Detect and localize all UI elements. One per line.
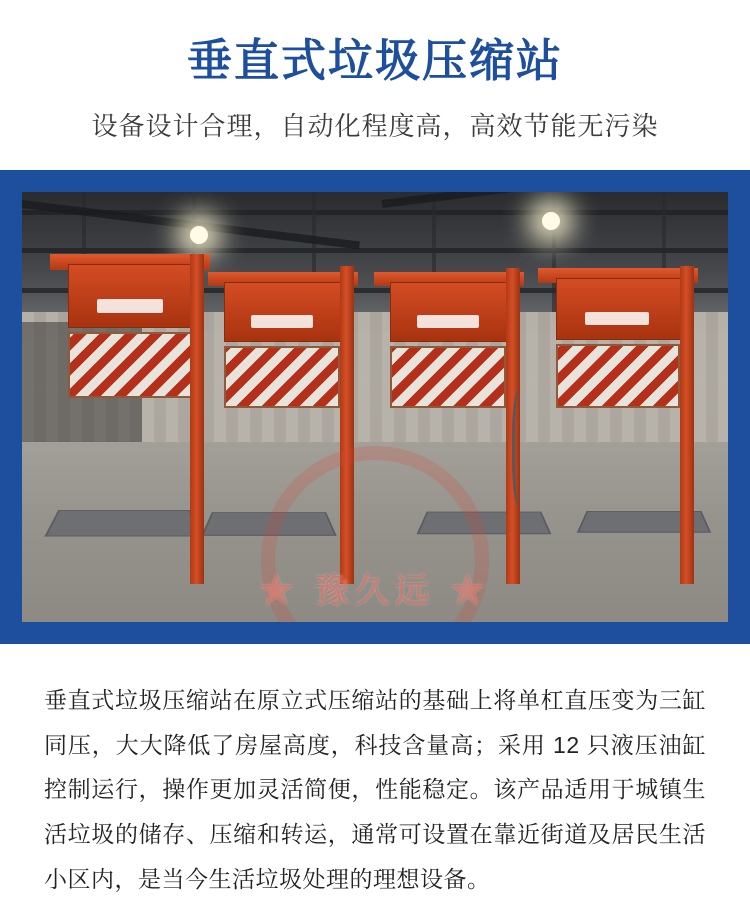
page-subtitle: 设备设计合理，自动化程度高，高效节能无污染 (91, 111, 659, 141)
hazard-panel (556, 344, 680, 408)
ceiling-lamp-icon (190, 226, 208, 244)
product-photo (22, 192, 728, 622)
hazard-panel (68, 332, 192, 398)
compression-head (556, 278, 682, 340)
gantry-column (190, 254, 204, 584)
hazard-panel (390, 346, 506, 408)
photo-watermark: ★ 豫久远 ★ (259, 571, 491, 610)
compression-unit (50, 254, 210, 584)
description-paragraph: 垂直式垃圾压缩站在原立式压缩站的基础上将单杠直压变为三缸同压，大大降低了房屋高度，科技含量高；采用 12 只液压油缸控制运行，操作更加灵活简便，性能稳定。该产品适用于城镇生活垃圾的储存、压缩和转运，通常可设置在靠近街道及居民生活小区内，是当今生活垃圾处理的理想设备。 (44, 686, 706, 893)
hazard-panel (224, 346, 340, 408)
gantry-column (544, 266, 558, 584)
gantry-column (56, 254, 70, 584)
compression-head (390, 282, 508, 342)
compression-unit (538, 266, 698, 584)
gantry-column (212, 266, 226, 584)
brand-badge (417, 315, 479, 328)
page-header (0, 0, 750, 144)
roof-truss (22, 248, 728, 253)
gantry-column (680, 266, 694, 584)
ceiling-lamp-icon (542, 212, 560, 230)
photo-scene (22, 192, 728, 622)
brand-badge (97, 299, 163, 313)
hydraulic-hose (512, 388, 531, 508)
compression-head (68, 264, 194, 328)
compression-head (224, 282, 342, 342)
brand-badge (585, 312, 649, 325)
photo-band (0, 170, 750, 644)
brand-badge (251, 315, 313, 328)
page-title: 垂直式垃圾压缩站 (186, 35, 563, 86)
